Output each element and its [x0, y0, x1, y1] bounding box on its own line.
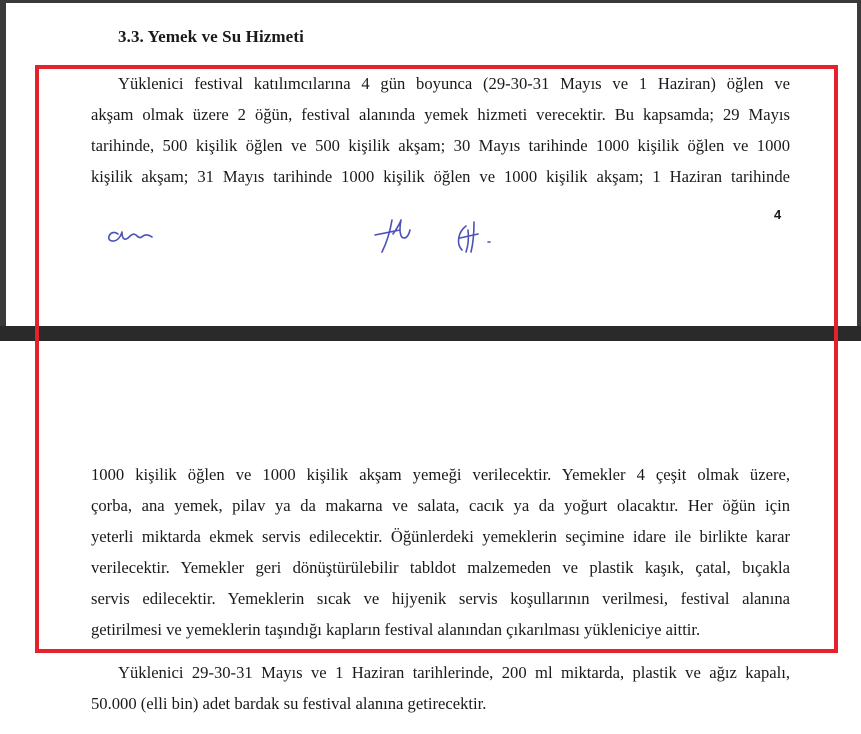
page-number: 4 — [774, 207, 782, 222]
signature-2 — [375, 220, 410, 252]
signature-1 — [109, 232, 152, 241]
page-edge — [0, 0, 861, 3]
signature-3 — [459, 222, 490, 252]
section-heading: 3.3. Yemek ve Su Hizmeti — [118, 27, 304, 46]
paragraph-line: servis edilecektir. Yemeklerin sıcak ve hijyenik servis koşullarının verilmesi, festival alanına — [91, 589, 790, 608]
paragraph-line: getirilmesi ve yemeklerin taşındığı kapların festival alanından çıkarılması yükleniciye aittir. — [91, 620, 701, 639]
paragraph-line: yeterli miktarda ekmek servis edilecektir. Öğünlerdeki yemeklerin seçimine idare ile birlikte karar — [91, 527, 790, 546]
paragraph-line: çorba, ana yemek, pilav ya da makarna ve salata, cacık ya da yoğurt olacaktır. Her öğün için — [91, 496, 790, 515]
paragraph-line: Yüklenici festival katılımcılarına 4 gün boyunca (29-30-31 Mayıs ve 1 Haziran) öğlen ve — [118, 74, 790, 93]
paragraph-line: verilecektir. Yemekler geri dönüştürülebilir tabldot malzemeden ve plastik kaşık, çatal, bıçakla — [91, 558, 790, 577]
paragraph-line: tarihinde, 500 kişilik öğlen ve 500 kişilik akşam; 30 Mayıs tarihinde 1000 kişilik öğlen ve 1000 — [91, 136, 790, 155]
page-edge — [857, 0, 861, 326]
paragraph-line: 50.000 (elli bin) adet bardak su festival alanına getirecektir. — [91, 694, 487, 713]
paragraph-line: akşam olmak üzere 2 öğün, festival alanında yemek hizmeti verecektir. Bu kapsamda; 29 Mayıs — [91, 105, 790, 124]
paragraph-line: 1000 kişilik öğlen ve 1000 kişilik akşam yemeği verilecektir. Yemekler 4 çeşit olmak üzere, — [91, 465, 790, 484]
signatures — [100, 208, 520, 258]
document-page-top — [0, 0, 861, 326]
page-break-divider — [0, 326, 861, 341]
page-edge — [0, 0, 6, 326]
paragraph-line: Yüklenici 29-30-31 Mayıs ve 1 Haziran tarihlerinde, 200 ml miktarda, plastik ve ağız kapalı, — [118, 663, 790, 682]
document-page-bottom — [0, 341, 861, 734]
paragraph-line: kişilik akşam; 31 Mayıs tarihinde 1000 kişilik öğlen ve 1000 kişilik akşam; 1 Haziran tarihinde — [91, 167, 790, 186]
